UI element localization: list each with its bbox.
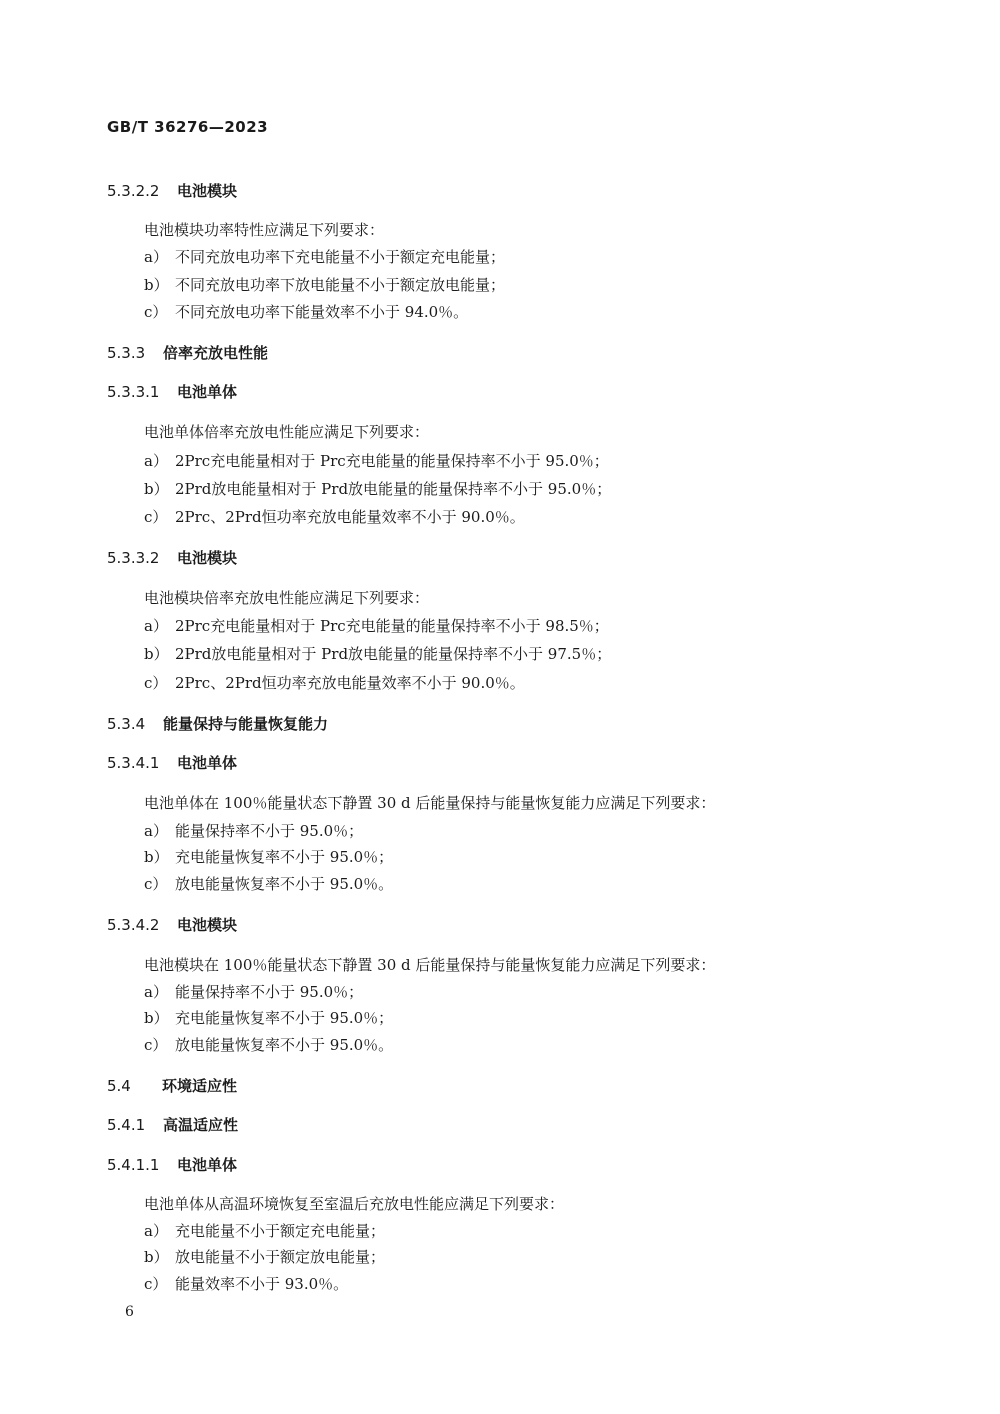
section-title: 电池单体 xyxy=(177,1156,238,1174)
list-item xyxy=(144,478,611,499)
list-item xyxy=(144,274,505,295)
list-text: 2Prd放电能量相对于 Prd放电能量的能量保持率不小于 97.5％； xyxy=(175,645,612,663)
section-number: 5.3.4.1 xyxy=(107,754,160,772)
list-item xyxy=(144,615,609,636)
section-title: 电池模块 xyxy=(177,916,238,934)
section-number: 5.3.3 xyxy=(107,344,146,362)
list-item xyxy=(144,450,609,471)
list-item xyxy=(144,981,363,1002)
list-marker: b） xyxy=(144,480,169,498)
list-text: 不同充放电功率下能量效率不小于 94.0％。 xyxy=(175,303,469,321)
list-item xyxy=(144,1007,393,1028)
list-marker: b） xyxy=(144,276,169,294)
heading-5-3-3-2 xyxy=(107,547,237,568)
paragraph: 电池模块在 100％能量状态下静置 30 d 后能量保持与能量恢复能力应满足下列要求： xyxy=(144,956,716,974)
list-item xyxy=(144,643,611,664)
paragraph: 电池单体从高温环境恢复至室温后充放电性能应满足下列要求： xyxy=(144,1195,565,1213)
section-title: 电池单体 xyxy=(177,383,238,401)
section-number: 5.3.4 xyxy=(107,715,146,733)
list-item xyxy=(144,1034,393,1055)
list-marker: a） xyxy=(144,1222,168,1240)
list-item xyxy=(144,1220,385,1241)
heading-5-3-3-1 xyxy=(107,381,237,402)
list-marker: c） xyxy=(144,303,168,321)
list-marker: c） xyxy=(144,1036,168,1054)
heading-5-3-4-2 xyxy=(107,914,237,935)
section-number: 5.4 xyxy=(107,1077,131,1095)
heading-5-3-2-2 xyxy=(107,180,237,201)
list-marker: b） xyxy=(144,1248,169,1266)
list-marker: c） xyxy=(144,508,168,526)
list-text: 能量保持率不小于 95.0％； xyxy=(175,822,364,840)
list-text: 充电能量不小于额定充电能量； xyxy=(175,1222,386,1240)
section-number: 5.3.3.1 xyxy=(107,383,160,401)
list-marker: c） xyxy=(144,674,168,692)
list-text: 能量保持率不小于 95.0％； xyxy=(175,983,364,1001)
heading-5-3-3 xyxy=(107,342,268,363)
section-number: 5.3.2.2 xyxy=(107,182,160,200)
heading-5-4 xyxy=(107,1075,237,1096)
list-text: 能量效率不小于 93.0％。 xyxy=(175,1275,349,1293)
list-marker: b） xyxy=(144,645,169,663)
section-title: 高温适应性 xyxy=(163,1116,239,1134)
list-item xyxy=(144,820,363,841)
list-text: 放电能量恢复率不小于 95.0％。 xyxy=(175,1036,394,1054)
paragraph: 电池单体在 100％能量状态下静置 30 d 后能量保持与能量恢复能力应满足下列要求： xyxy=(144,794,716,812)
list-text: 不同充放电功率下充电能量不小于额定充电能量； xyxy=(175,248,506,266)
list-item xyxy=(144,301,468,322)
list-text: 不同充放电功率下放电能量不小于额定放电能量； xyxy=(175,276,506,294)
section-number: 5.3.3.2 xyxy=(107,549,160,567)
section-title: 电池模块 xyxy=(177,182,238,200)
list-text: 充电能量恢复率不小于 95.0％； xyxy=(175,1009,394,1027)
paragraph: 电池单体倍率充放电性能应满足下列要求： xyxy=(144,423,430,441)
list-marker: a） xyxy=(144,822,168,840)
list-item xyxy=(144,873,393,894)
document-id: GB/T 36276—2023 xyxy=(107,118,269,136)
list-marker: a） xyxy=(144,248,168,266)
list-marker: a） xyxy=(144,452,168,470)
section-title: 能量保持与能量恢复能力 xyxy=(163,715,329,733)
section-title: 环境适应性 xyxy=(162,1077,238,1095)
paragraph: 电池模块倍率充放电性能应满足下列要求： xyxy=(144,589,430,607)
section-title: 电池模块 xyxy=(177,549,238,567)
list-item xyxy=(144,1273,348,1294)
list-marker: c） xyxy=(144,1275,168,1293)
paragraph: 电池模块功率特性应满足下列要求： xyxy=(144,221,385,239)
list-text: 放电能量不小于额定放电能量； xyxy=(175,1248,386,1266)
page-number: 6 xyxy=(125,1304,134,1320)
list-text: 充电能量恢复率不小于 95.0％； xyxy=(175,848,394,866)
list-text: 2Prc、2Prd恒功率充放电能量效率不小于 90.0％。 xyxy=(175,674,525,692)
list-item xyxy=(144,506,525,527)
section-number: 5.3.4.2 xyxy=(107,916,160,934)
section-number: 5.4.1 xyxy=(107,1116,146,1134)
list-text: 2Prc、2Prd恒功率充放电能量效率不小于 90.0％。 xyxy=(175,508,525,526)
heading-5-4-1 xyxy=(107,1114,238,1135)
list-marker: a） xyxy=(144,983,168,1001)
list-item xyxy=(144,672,525,693)
list-marker: a） xyxy=(144,617,168,635)
list-text: 放电能量恢复率不小于 95.0％。 xyxy=(175,875,394,893)
list-marker: b） xyxy=(144,1009,169,1027)
section-number: 5.4.1.1 xyxy=(107,1156,160,1174)
list-item xyxy=(144,246,505,267)
heading-5-3-4-1 xyxy=(107,752,237,773)
list-text: 2Prc充电能量相对于 Prc充电能量的能量保持率不小于 98.5％； xyxy=(175,617,609,635)
list-item xyxy=(144,1246,385,1267)
heading-5-4-1-1 xyxy=(107,1154,237,1175)
list-marker: b） xyxy=(144,848,169,866)
list-marker: c） xyxy=(144,875,168,893)
list-item xyxy=(144,846,393,867)
section-title: 电池单体 xyxy=(177,754,238,772)
section-title: 倍率充放电性能 xyxy=(163,344,269,362)
list-text: 2Prd放电能量相对于 Prd放电能量的能量保持率不小于 95.0％； xyxy=(175,480,612,498)
list-text: 2Prc充电能量相对于 Prc充电能量的能量保持率不小于 95.0％； xyxy=(175,452,609,470)
heading-5-3-4 xyxy=(107,713,328,734)
